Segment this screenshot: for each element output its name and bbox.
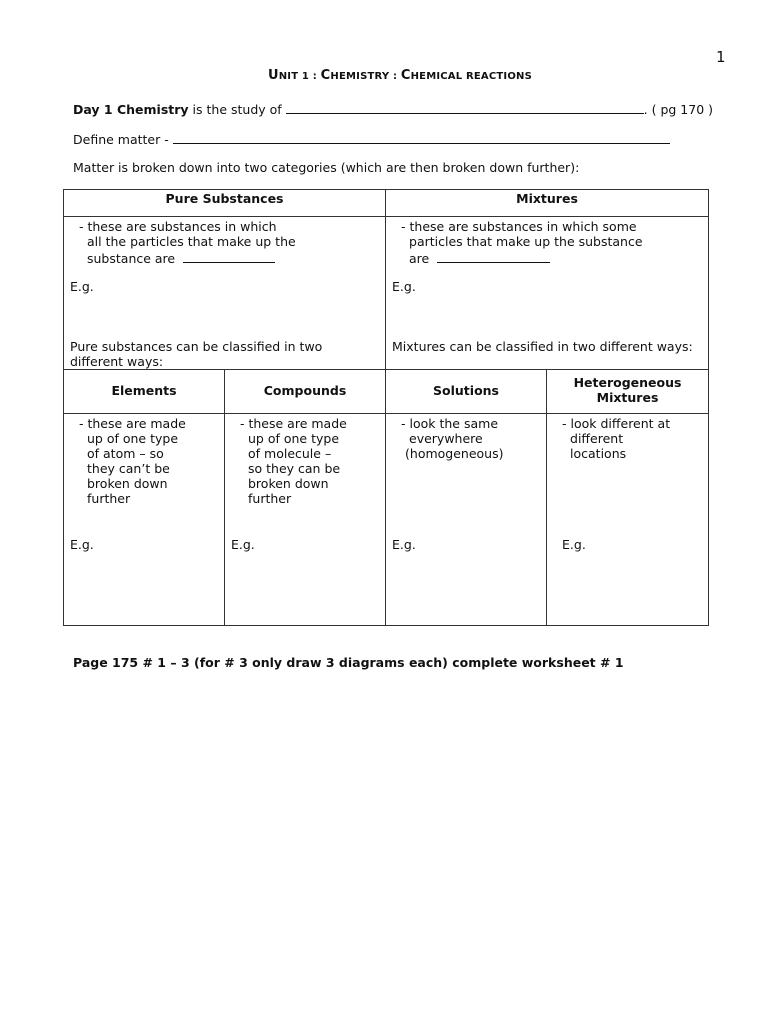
- page-number: 1: [716, 48, 726, 66]
- answer-blank: [286, 100, 644, 114]
- pure-substances-cell: - these are substances in which all the particles that make up the substance are E.g. Pure substances can be classified in two different ways:: [64, 217, 386, 370]
- elements-cell: - these are made up of one type of atom – so they can’t be broken down further E.g.: [64, 414, 225, 626]
- heterogeneous-mixtures-cell: - look different at different locations E.g.: [547, 414, 709, 626]
- matter-table: [63, 189, 709, 626]
- define-matter-line: Define matter -: [73, 130, 670, 147]
- homework-assignment: Page 175 # 1 – 3 (for # 3 only draw 3 diagrams each) complete worksheet # 1: [73, 655, 624, 670]
- categories-line: Matter is broken down into two categories (which are then broken down further):: [73, 160, 580, 175]
- answer-blank: [173, 130, 670, 144]
- answer-blank: [437, 249, 550, 263]
- compounds-cell: - these are made up of one type of molecule – so they can be broken down further E.g.: [225, 414, 386, 626]
- mixtures-header: Mixtures: [386, 190, 709, 217]
- pure-substances-header: Pure Substances: [64, 190, 386, 217]
- solutions-cell: - look the same everywhere (homogeneous) E.g.: [386, 414, 547, 626]
- study-of-line: Day 1 Chemistry is the study of . ( pg 170 ): [73, 102, 714, 117]
- page-title: UNIT 1 : CHEMISTRY : CHEMICAL REACTIONS: [267, 68, 533, 83]
- answer-blank: [183, 249, 275, 263]
- heterogeneous-mixtures-header: Heterogeneous Mixtures: [547, 370, 709, 414]
- elements-header: Elements: [64, 370, 225, 414]
- compounds-header: Compounds: [225, 370, 386, 414]
- mixtures-cell: - these are substances in which some particles that make up the substance are E.g. Mixtures can be classified in two different ways:: [386, 217, 709, 370]
- solutions-header: Solutions: [386, 370, 547, 414]
